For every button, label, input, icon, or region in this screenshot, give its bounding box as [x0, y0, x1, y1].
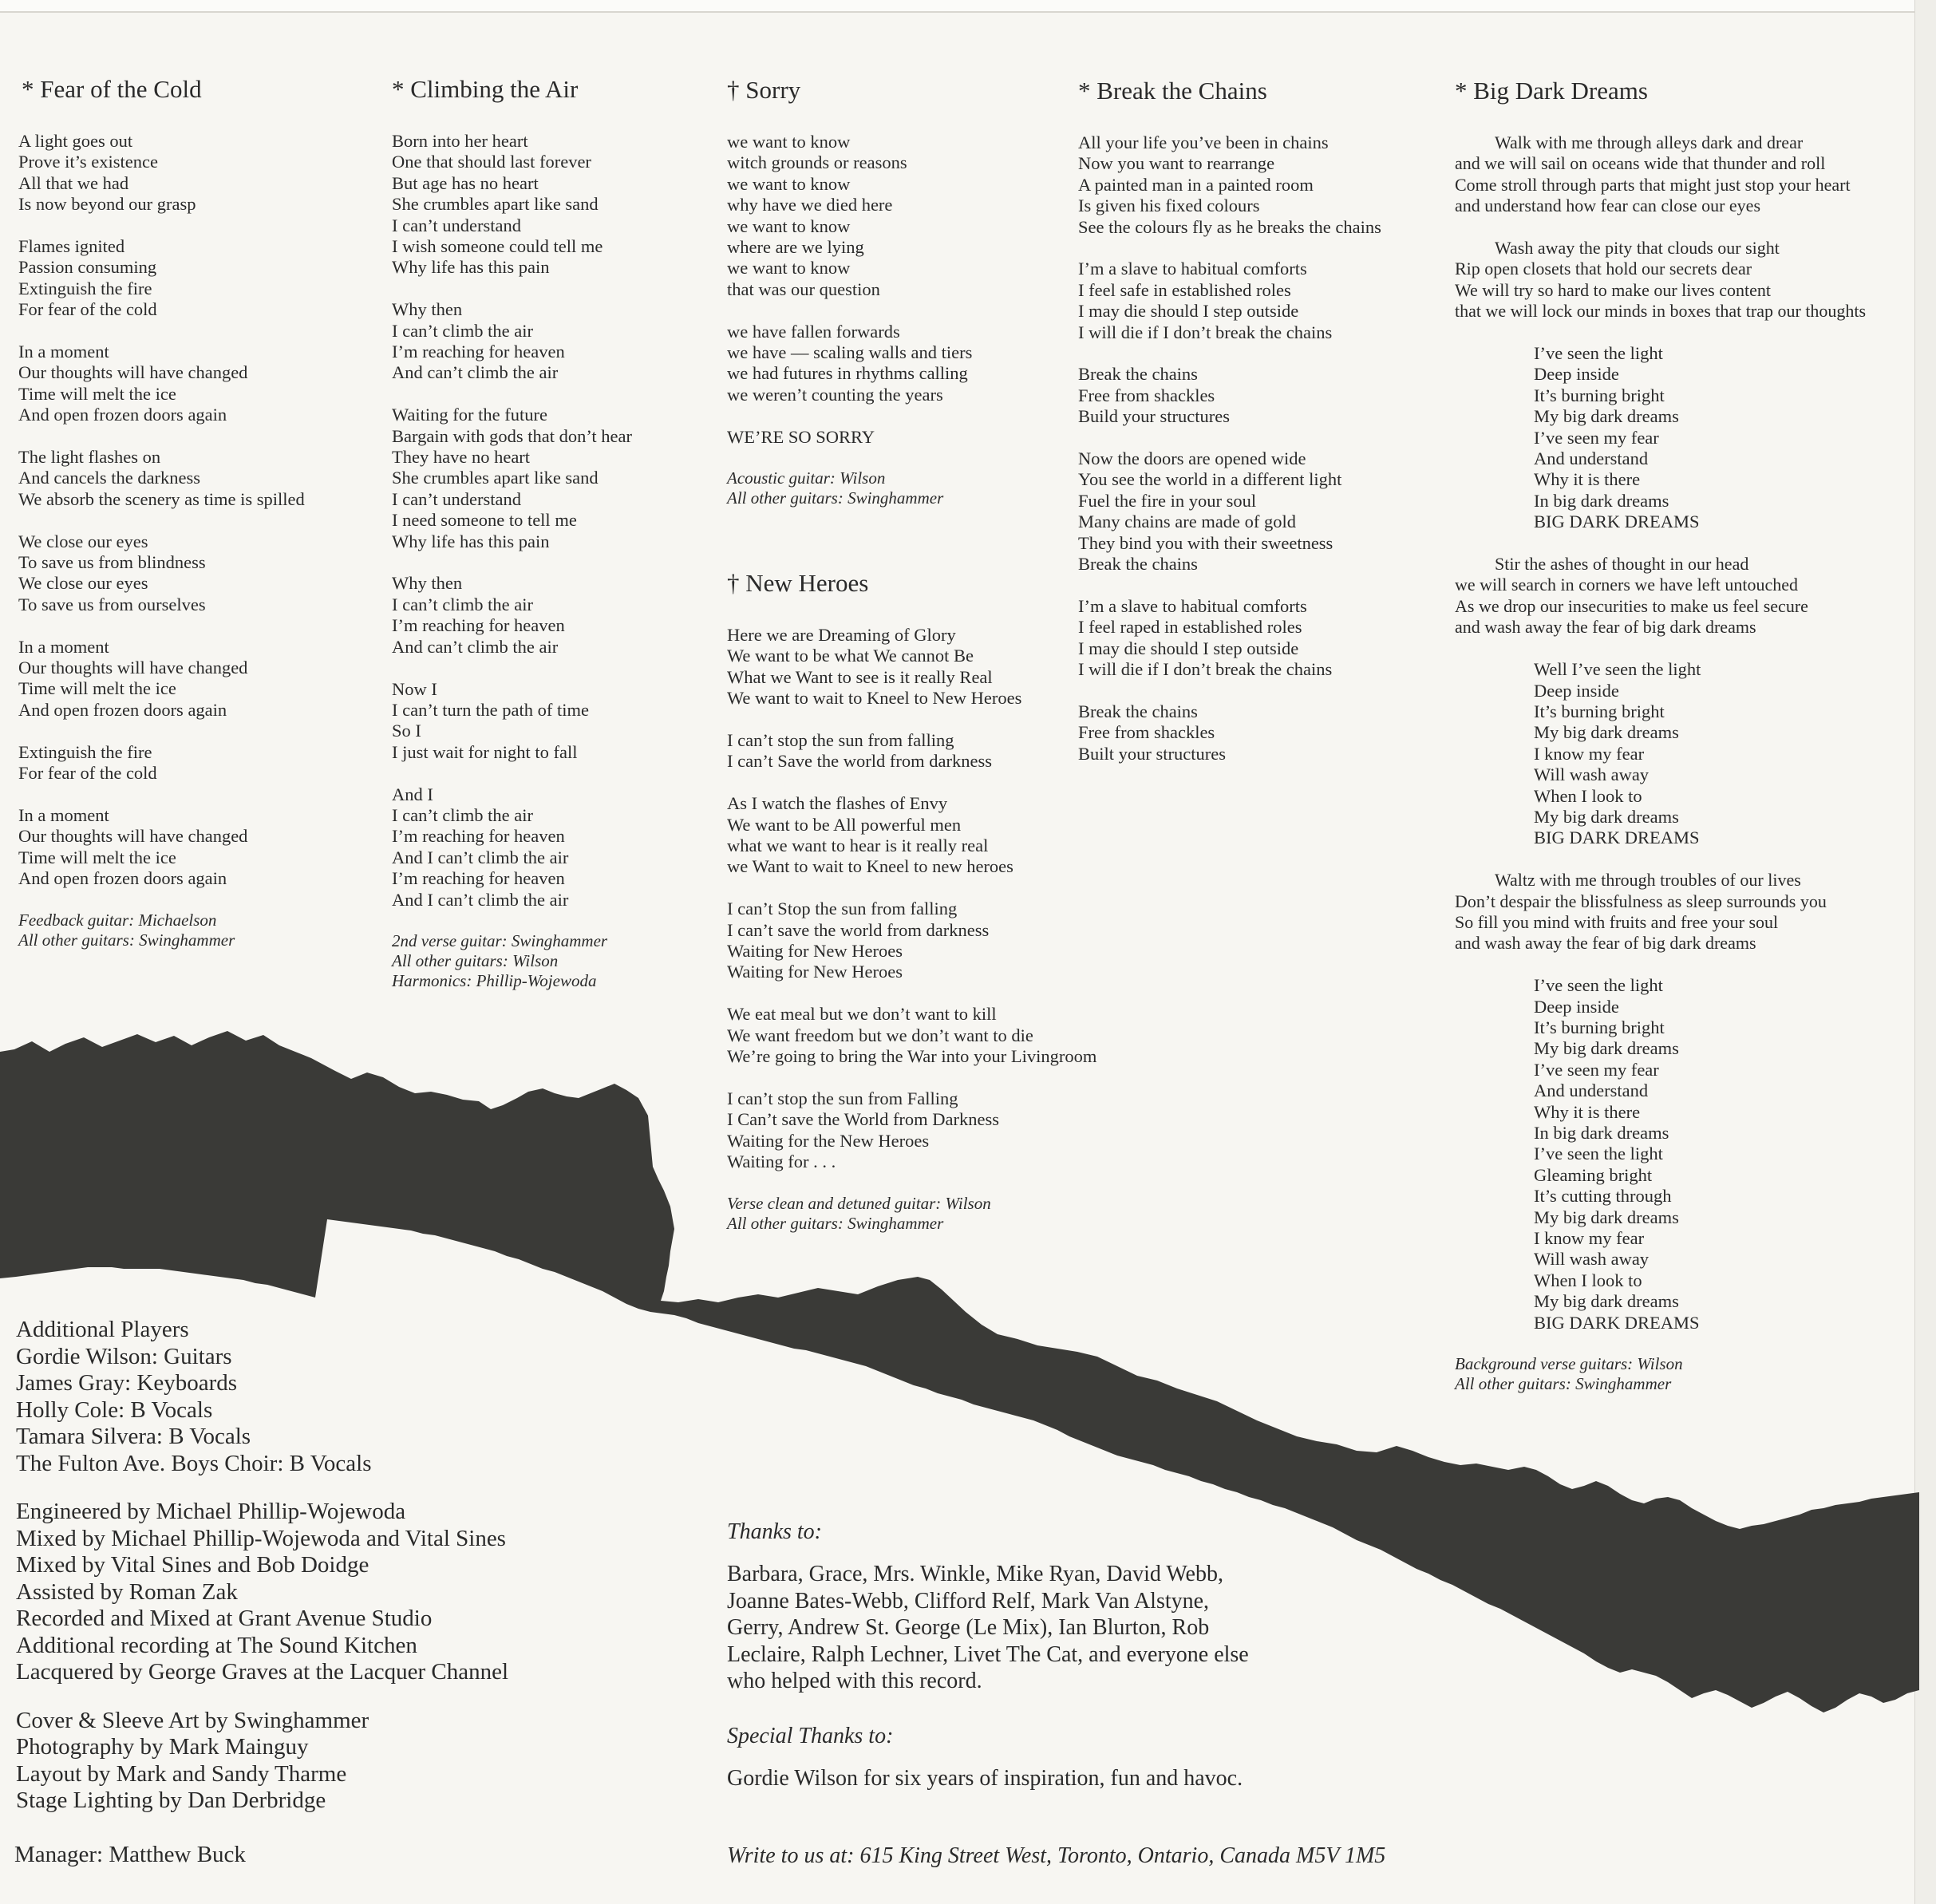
lyric-line: And open frozen doors again — [18, 868, 227, 889]
lyric-line: Break the chains — [1078, 364, 1198, 385]
chorus — [1455, 975, 1866, 1333]
art-credits — [16, 1708, 508, 1815]
credit-line: All other guitars: Swinghammer — [727, 1213, 944, 1233]
credit-line: Photography by Mark Mainguy — [16, 1734, 309, 1760]
lyric-line: I’ve seen the light — [1534, 975, 1663, 996]
lyric-line: For fear of the cold — [18, 299, 157, 320]
lyric-line: we Want to wait to Kneel to new heroes — [727, 856, 1013, 877]
lyric-line: I can’t Save the world from darkness — [727, 751, 992, 772]
lyric-line: And understand — [1534, 448, 1649, 469]
lyric-line: One that should last forever — [392, 152, 591, 172]
lyric-line: And open frozen doors again — [18, 405, 227, 425]
song-title: † New Heroes — [727, 569, 869, 597]
guitar-credits — [1455, 1354, 1866, 1394]
lyric-line: I will die if I don’t break the chains — [1078, 659, 1333, 680]
lyric-line: Time will melt the ice — [18, 678, 176, 699]
credit-line: All other guitars: Wilson — [392, 951, 559, 971]
mailing-address: Write to us at: 615 King Street West, Toronto, Ontario, Canada M5V 1M5 — [727, 1843, 1386, 1868]
lyric-line: I can’t climb the air — [392, 594, 534, 614]
lyric-line: To save us from ourselves — [18, 594, 206, 614]
lyric-line: And can’t climb the air — [392, 362, 559, 383]
lyric-line: BIG DARK DREAMS — [1534, 1312, 1700, 1333]
stanza — [18, 742, 305, 784]
lyric-line: I wish someone could tell me — [392, 236, 603, 257]
lyric-line: And I — [392, 784, 433, 804]
lyric-line: I can’t Stop the sun from falling — [727, 899, 958, 919]
lyric-line: It’s burning bright — [1534, 1017, 1665, 1037]
stanza — [727, 322, 972, 406]
lyric-line: In a moment — [18, 804, 109, 825]
lyric-line: My big dark dreams — [1534, 1291, 1679, 1312]
lyric-line: We will try so hard to make our lives content — [1455, 279, 1771, 300]
song-title: * Fear of the Cold — [22, 75, 202, 103]
song-title: * Climbing the Air — [392, 75, 579, 103]
stanza — [18, 342, 305, 426]
song-climbing-the-air — [392, 75, 632, 991]
lyric-line: So I — [392, 721, 421, 741]
guitar-credits — [727, 1194, 1096, 1234]
lyric-line: where are we lying — [727, 237, 864, 258]
stanza — [727, 1004, 1096, 1067]
lyric-line: Waiting for the New Heroes — [727, 1130, 930, 1151]
lyric-line: Why life has this pain — [392, 257, 550, 278]
lyric-line: witch grounds or reasons — [727, 152, 907, 173]
lyric-line: I’m reaching for heaven — [392, 826, 565, 847]
lyric-line: Our thoughts will have changed — [18, 658, 248, 678]
verse — [1455, 132, 1866, 217]
lyric-line: Is given his fixed colours — [1078, 196, 1260, 216]
lyric-line: We want to wait to Kneel to New Heroes — [727, 688, 1022, 709]
credit-line: Background verse guitars: Wilson — [1455, 1354, 1683, 1374]
lyric-line: We want to be All powerful men — [727, 814, 962, 835]
lyric-line: Deep inside — [1534, 680, 1619, 701]
lyric-line: BIG DARK DREAMS — [1534, 512, 1700, 532]
verse — [1455, 554, 1866, 638]
lyric-line: Stir the ashes of thought in our head — [1495, 554, 1749, 575]
lyric-line: They have no heart — [392, 447, 531, 468]
thanks-line: who helped with this record. — [727, 1669, 982, 1693]
lyric-line: I just wait for night to fall — [392, 741, 578, 762]
lyric-line: Why it is there — [1534, 469, 1641, 490]
lyric-line: I’m reaching for heaven — [392, 342, 565, 362]
lyric-line: we will search in corners we have left untouched — [1455, 575, 1799, 595]
lyric-line: In big dark dreams — [1534, 1123, 1669, 1143]
lyric-line: Why then — [392, 299, 463, 320]
credit-line: Verse clean and detuned guitar: Wilson — [727, 1193, 991, 1213]
stanza — [727, 730, 1096, 772]
lyric-line: It’s burning bright — [1534, 385, 1665, 405]
lyric-line: And open frozen doors again — [18, 699, 227, 720]
lyric-line: Waiting for New Heroes — [727, 941, 903, 962]
lyric-line: Is now beyond our grasp — [18, 194, 196, 215]
lyric-line: we have — scaling walls and tiers — [727, 342, 973, 363]
credit-line: Holly Cole: B Vocals — [16, 1396, 213, 1423]
lyric-line: Flames ignited — [18, 236, 125, 257]
lyric-line: A light goes out — [18, 131, 133, 151]
lyric-line: Extinguish the fire — [18, 278, 152, 298]
lyric-line: we have fallen forwards — [727, 321, 900, 342]
lyric-line: As I watch the flashes of Envy — [727, 793, 948, 814]
lyric-line: Will wash away — [1534, 764, 1650, 785]
stanza — [1078, 448, 1381, 575]
production-credits — [16, 1499, 508, 1686]
lyric-line: For fear of the cold — [18, 763, 157, 784]
lyric-line: I’ve seen my fear — [1534, 1059, 1659, 1080]
lyric-line: See the colours fly as he breaks the chains — [1078, 216, 1381, 237]
credit-line: Gordie Wilson: Guitars — [16, 1343, 232, 1369]
credit-line: Engineered by Michael Phillip-Wojewoda — [16, 1499, 406, 1524]
stanza — [727, 1088, 1096, 1173]
lyric-line: Deep inside — [1534, 996, 1619, 1017]
lyric-line: My big dark dreams — [1534, 406, 1679, 427]
credit-line: James Gray: Keyboards — [16, 1370, 238, 1396]
lyric-line: My big dark dreams — [1534, 722, 1679, 743]
lyric-line: Our thoughts will have changed — [18, 362, 248, 383]
lyric-line: What we Want to see is it really Real — [727, 666, 993, 687]
song-title: † Sorry — [727, 76, 801, 104]
lyric-line: Will wash away — [1534, 1249, 1650, 1270]
stanza — [1078, 701, 1381, 764]
lyric-line: we want to know — [727, 132, 851, 152]
song-title: * Break the Chains — [1078, 77, 1267, 105]
stanza — [392, 573, 632, 658]
thanks-line: Barbara, Grace, Mrs. Winkle, Mike Ryan, David Webb, — [727, 1562, 1223, 1586]
credit-line: All other guitars: Swinghammer — [727, 488, 944, 508]
lyric-line: In a moment — [18, 636, 109, 657]
lyrics — [18, 131, 305, 950]
credit-line: Stage Lighting by Dan Derbridge — [16, 1787, 326, 1813]
lyric-line: I know my fear — [1534, 743, 1645, 764]
song-title: * Big Dark Dreams — [1455, 77, 1648, 105]
lyric-line: and understand how fear can close our eyes — [1455, 196, 1761, 216]
lyric-line: I can’t understand — [392, 488, 522, 509]
lyric-line: They bind you with their sweetness — [1078, 532, 1333, 553]
lyric-line: Time will melt the ice — [18, 383, 176, 404]
lyric-line: Waiting for . . . — [727, 1151, 836, 1172]
lyric-line: I will die if I don’t break the chains — [1078, 322, 1333, 342]
lyric-line: Waiting for the future — [392, 405, 547, 425]
lyric-line: We absorb the scenery as time is spilled — [18, 488, 305, 509]
lyric-line: To save us from blindness — [18, 552, 206, 573]
lyric-line: I feel safe in established roles — [1078, 279, 1291, 300]
stanza — [1078, 132, 1381, 238]
lyric-line: We eat meal but we don’t want to kill — [727, 1004, 997, 1025]
thanks-line: Gerry, Andrew St. George (Le Mix), Ian Blurton, Rob — [727, 1615, 1210, 1640]
special-thanks-line: Gordie Wilson for six years of inspiration, fun and havoc. — [727, 1765, 1243, 1791]
personnel-credits — [16, 1317, 508, 1836]
lyric-line: And I can’t climb the air — [392, 847, 569, 867]
lyric-line: Well I’ve seen the light — [1534, 659, 1701, 680]
song-break-the-chains — [1078, 77, 1381, 786]
credit-line: All other guitars: Swinghammer — [1455, 1374, 1672, 1394]
lyric-line: Break the chains — [1078, 554, 1198, 575]
lyric-line: My big dark dreams — [1534, 806, 1679, 827]
lyric-line: I can’t understand — [392, 215, 522, 235]
lyric-line: I can’t save the world from darkness — [727, 919, 990, 940]
song-big-dark-dreams — [1455, 77, 1866, 1394]
lyric-line: Free from shackles — [1078, 385, 1215, 405]
lyric-line: Come stroll through parts that might just stop your heart — [1455, 174, 1851, 195]
lyric-line: Deep inside — [1534, 364, 1619, 385]
lyric-line: I can’t turn the path of time — [392, 699, 590, 720]
lyric-line: We close our eyes — [18, 573, 148, 594]
lyric-line: Now you want to rearrange — [1078, 153, 1275, 174]
lyric-line: Waltz with me through troubles of our lives — [1495, 870, 1801, 891]
stanza — [1078, 259, 1381, 343]
lyric-line: You see the world in a different light — [1078, 469, 1342, 490]
stanza — [18, 637, 305, 721]
lyric-line: and wash away the fear of big dark dreams — [1455, 617, 1756, 638]
credit-line: Tamara Silvera: B Vocals — [16, 1424, 251, 1449]
lyric-line: My big dark dreams — [1534, 1038, 1679, 1059]
lyric-line: Built your structures — [1078, 743, 1226, 764]
lyric-line: I’m reaching for heaven — [392, 868, 565, 889]
stanza — [1078, 596, 1381, 681]
guitar-credits — [727, 468, 972, 508]
lyric-line: Now the doors are opened wide — [1078, 448, 1306, 469]
lyric-line: Free from shackles — [1078, 722, 1215, 743]
lyric-line: I’m reaching for heaven — [392, 615, 565, 636]
lyric-line: We want freedom but we don’t want to die — [727, 1025, 1033, 1045]
stanza — [392, 131, 632, 278]
lyric-line: Don’t despair the blissfulness as sleep surrounds you — [1455, 891, 1827, 911]
lyric-line: We’re going to bring the War into your Livingroom — [727, 1046, 1097, 1067]
credit-line: Cover & Sleeve Art by Swinghammer — [16, 1707, 369, 1733]
credit-line: Layout by Mark and Sandy Tharme — [16, 1760, 347, 1787]
thanks-list — [727, 1561, 1249, 1695]
song-sorry — [727, 76, 972, 508]
lyric-line: We close our eyes — [18, 531, 148, 551]
guitar-credits — [18, 911, 305, 950]
lyric-line: we want to know — [727, 258, 851, 278]
lyric-line: Gleaming bright — [1534, 1164, 1653, 1185]
lyric-line: we want to know — [727, 215, 851, 236]
lyric-line: And understand — [1534, 1080, 1649, 1101]
lyric-line: And can’t climb the air — [392, 636, 559, 657]
lyric-line: BIG DARK DREAMS — [1534, 828, 1700, 848]
lyric-line: I may die should I step outside — [1078, 638, 1299, 658]
lyric-line: We want to be what We cannot Be — [727, 646, 974, 666]
lyric-line: I Can’t save the World from Darkness — [727, 1109, 1000, 1130]
lyric-line: The light flashes on — [18, 447, 161, 468]
lyric-line: we weren’t counting the years — [727, 384, 943, 405]
stanza — [1078, 364, 1381, 427]
lyric-line: When I look to — [1534, 785, 1642, 806]
lyric-line: Wash away the pity that clouds our sight — [1495, 238, 1780, 259]
lyric-line: I need someone to tell me — [392, 510, 577, 531]
lyric-line: we had futures in rhythms calling — [727, 363, 968, 384]
chorus — [1455, 659, 1866, 849]
stanza — [18, 131, 305, 215]
lyric-line: So fill you mind with fruits and free your soul — [1455, 911, 1779, 932]
lyric-line: Time will melt the ice — [18, 847, 176, 867]
lyric-line: But age has no heart — [392, 172, 539, 193]
thanks-section — [727, 1519, 1249, 1820]
lyric-line: I can’t climb the air — [392, 804, 534, 825]
lyric-line: A painted man in a painted room — [1078, 174, 1314, 195]
lyric-line: we want to know — [727, 173, 851, 194]
lyric-line: I feel raped in established roles — [1078, 617, 1302, 638]
lyric-line: In big dark dreams — [1534, 490, 1669, 511]
lyric-line: Why it is there — [1534, 1101, 1641, 1122]
credit-line: Additional Players — [16, 1317, 189, 1342]
credit-line: Recorded and Mixed at Grant Avenue Studio — [16, 1606, 433, 1631]
credit-line: All other guitars: Swinghammer — [18, 930, 235, 950]
lyric-line: It’s cutting through — [1534, 1186, 1672, 1207]
lyric-line: that we will lock our minds in boxes that trap our thoughts — [1455, 301, 1867, 322]
lyric-line: All your life you’ve been in chains — [1078, 132, 1329, 152]
lyric-line: As we drop our insecurities to make us feel secure — [1455, 595, 1808, 616]
credit-line: Acoustic guitar: Wilson — [727, 468, 886, 488]
stanza — [18, 236, 305, 321]
lyric-line: Bargain with gods that don’t hear — [392, 425, 632, 446]
lyric-line: I can’t stop the sun from Falling — [727, 1088, 958, 1108]
stanza — [727, 793, 1096, 878]
lyric-line: Prove it’s existence — [18, 152, 158, 172]
lyric-line: Walk with me through alleys dark and drear — [1495, 132, 1804, 152]
stanza — [392, 299, 632, 384]
stanza — [392, 679, 632, 764]
lyric-line: I can’t stop the sun from falling — [727, 730, 954, 751]
lyric-line: Our thoughts will have changed — [18, 826, 248, 847]
credit-line: Mixed by Michael Phillip-Wojewoda and Vital Sines — [16, 1525, 506, 1551]
lyric-line: I know my fear — [1534, 1228, 1645, 1249]
credit-line: Lacquered by George Graves at the Lacquer Channel — [16, 1659, 509, 1685]
lyric-line: Break the chains — [1078, 701, 1198, 721]
credit-line: Feedback guitar: Michaelson — [18, 910, 217, 930]
song-new-heroes — [727, 569, 1096, 1234]
lyric-line: Fuel the fire in your soul — [1078, 490, 1257, 511]
lyric-line: She crumbles apart like sand — [392, 468, 599, 488]
lyric-line: Rip open closets that hold our secrets dear — [1455, 259, 1752, 279]
verse — [1455, 870, 1866, 954]
lyric-line: what we want to hear is it really real — [727, 835, 989, 856]
lyric-line: and we will sail on oceans wide that thunder and roll — [1455, 153, 1826, 174]
stanza — [392, 784, 632, 911]
thanks-line: Leclaire, Ralph Lechner, Livet The Cat, and everyone else — [727, 1641, 1249, 1667]
lyric-line: And I can’t climb the air — [392, 889, 569, 910]
chorus — [1455, 343, 1866, 533]
lyric-line: I can’t climb the air — [392, 320, 534, 341]
credit-line: Harmonics: Phillip-Wojewoda — [392, 971, 597, 991]
additional-players — [16, 1317, 508, 1477]
lyric-line: Why life has this pain — [392, 531, 550, 551]
verse — [1455, 238, 1866, 322]
song-fear-of-the-cold — [18, 75, 305, 950]
lyric-line: And cancels the darkness — [18, 468, 201, 488]
lyric-line: Build your structures — [1078, 406, 1230, 427]
stanza — [727, 132, 972, 300]
lyric-line: Why then — [392, 573, 463, 594]
stanza — [727, 427, 972, 448]
lyric-line: I’ve seen my fear — [1534, 427, 1659, 448]
lyric-line: Many chains are made of gold — [1078, 512, 1297, 532]
lyric-line: She crumbles apart like sand — [392, 194, 599, 215]
manager-credit: Manager: Matthew Buck — [14, 1842, 246, 1867]
lyric-line: It’s burning bright — [1534, 701, 1665, 721]
lyric-line: I’m a slave to habitual comforts — [1078, 259, 1307, 279]
stanza — [727, 625, 1096, 709]
lyric-line: that was our question — [727, 278, 880, 299]
lyric-line: Born into her heart — [392, 131, 528, 151]
lyric-line: I may die should I step outside — [1078, 301, 1299, 322]
guitar-credits — [392, 931, 632, 991]
lyric-line: All that we had — [18, 172, 129, 193]
stanza — [392, 405, 632, 552]
stanza — [18, 805, 305, 890]
credit-line: 2nd verse guitar: Swinghammer — [392, 931, 608, 951]
credit-line: Assisted by Roman Zak — [16, 1578, 238, 1605]
credit-line: Additional recording at The Sound Kitchen — [16, 1632, 417, 1658]
lyric-line: In a moment — [18, 342, 109, 362]
credit-line: The Fulton Ave. Boys Choir: B Vocals — [16, 1450, 372, 1476]
stanza — [18, 531, 305, 616]
stanza — [18, 447, 305, 510]
thanks-line: Joanne Bates-Webb, Clifford Relf, Mark Van Alstyne, — [727, 1588, 1210, 1614]
lyric-line: My big dark dreams — [1534, 1207, 1679, 1227]
lyric-line: WE’RE SO SORRY — [727, 426, 875, 447]
lyric-line: I’m a slave to habitual comforts — [1078, 595, 1307, 616]
special-thanks-heading: Special Thanks to: — [727, 1723, 894, 1748]
thanks-heading: Thanks to: — [727, 1519, 822, 1544]
lyric-line: Extinguish the fire — [18, 741, 152, 762]
lyric-line: why have we died here — [727, 195, 893, 215]
lyric-line: Passion consuming — [18, 257, 157, 278]
credit-line: Mixed by Vital Sines and Bob Doidge — [16, 1552, 369, 1578]
lyric-line: and wash away the fear of big dark dreams — [1455, 933, 1756, 954]
stanza — [727, 899, 1096, 983]
lyric-line: When I look to — [1534, 1270, 1642, 1290]
lyric-line: I’ve seen the light — [1534, 1144, 1663, 1164]
lyric-line: Waiting for New Heroes — [727, 962, 903, 982]
lyric-line: I’ve seen the light — [1534, 343, 1663, 364]
lyric-line: Now I — [392, 678, 437, 699]
lyric-line: Here we are Dreaming of Glory — [727, 625, 956, 645]
